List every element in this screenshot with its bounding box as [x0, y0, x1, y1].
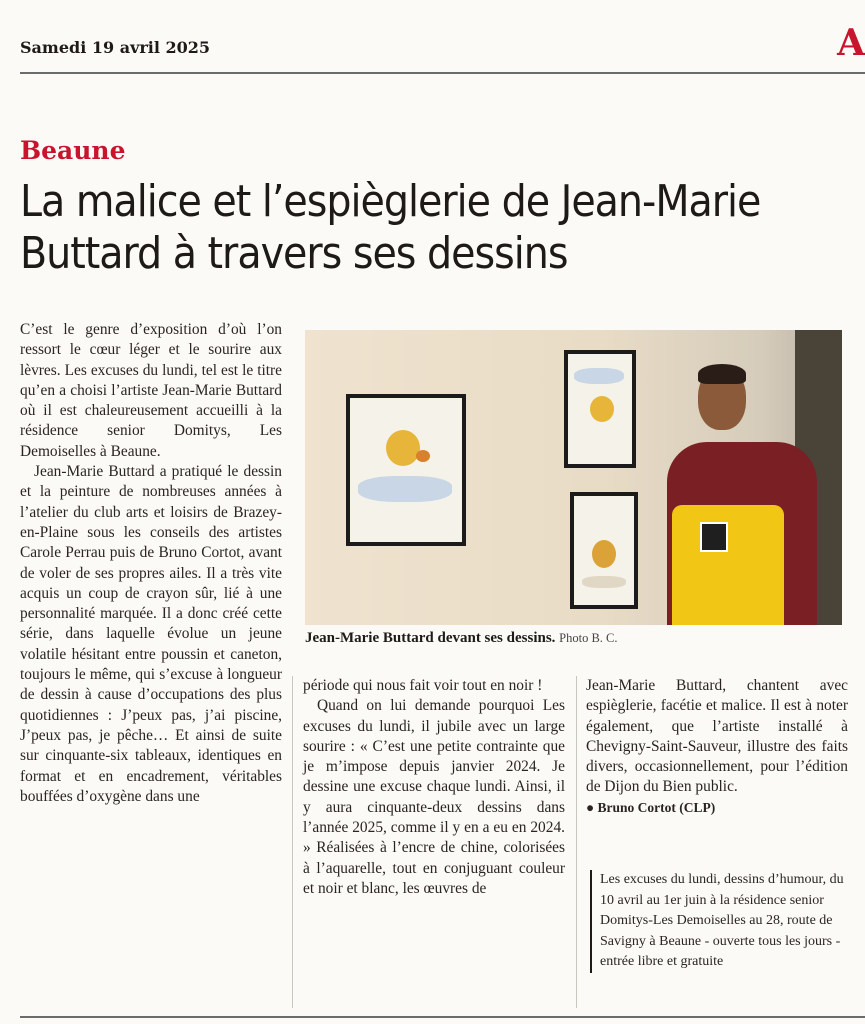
article-kicker: Beaune [20, 136, 126, 165]
article-paragraph: Jean-Marie Buttard a pratiqué le dessin et la peinture de nombreuses années à l’atelier du club arts et loisirs de Brazey-en-Plaine sous les conseils des artistes Carole Perrau puis de Bruno Cortot, avant de voler de ses propres ailes. Il a très vite acquis un coup de crayon sûr, lié à une personnalité marquée. Il a donc créé cette série, dans laquelle évolue un jeune volatile hésitant entre poussin et caneton, toujours le même, qui s’excuse à longueur de dessin à cause d’occupations des plus quotidiennes : J’peux pas, j’ai piscine, J’peux pas, je pêche… Et ainsi de suite sur cinquante-six tableaux, identiques en format et en encadrement, véritables bouffées d’oxygène dans une [20, 463, 282, 805]
masthead-letter: A [837, 22, 865, 64]
article-paragraph: Jean-Marie Buttard, chantent avec espièglerie, facétie et malice. Il est à noter également, que l’artiste installé à Chevigny-Saint-Sauveur, illustre des faits divers, occasionnellement, pour l’édition de Dijon du Bien public. [586, 677, 848, 796]
yellow-apron [672, 505, 784, 625]
article-column-3 [586, 676, 848, 818]
framed-drawing [346, 394, 466, 546]
photo-caption [305, 630, 618, 647]
apron-badge [700, 522, 728, 552]
article-column-2 [303, 676, 565, 899]
article-column-1 [20, 320, 282, 807]
footer-rule [20, 1016, 865, 1018]
framed-drawing [570, 492, 638, 609]
article-photo [305, 330, 842, 625]
framed-drawing [564, 350, 636, 468]
caption-text: Jean-Marie Buttard devant ses dessins. [305, 630, 556, 646]
photo-credit: Photo B. C. [559, 631, 618, 645]
dateline: Samedi 19 avril 2025 [20, 38, 211, 57]
article-headline: La malice et l’espièglerie de Jean-Marie Buttard à travers ses dessins [20, 176, 761, 279]
column-divider [292, 676, 293, 1008]
article-paragraph: période qui nous fait voir tout en noir ! [303, 677, 543, 694]
exhibition-infobox: Les excuses du lundi, dessins d’humour, du 10 avril au 1er juin à la résidence senior Domitys-Les Demoiselles au 28, route de Savigny à Beaune - ouverte tous les jours - entrée libre et gratuite [590, 870, 858, 973]
header-rule [20, 72, 865, 74]
article-paragraph: C’est le genre d’exposition d’où l’on ressort le cœur léger et le sourire aux lèvres. Les excuses du lundi, tel est le titre qu’en a choisi l’artiste Jean-Marie Buttard où il est chaleureusement accueilli à la résidence senior Domitys, Les Demoiselles à Beaune. [20, 321, 282, 460]
article-paragraph: Quand on lui demande pourquoi Les excuses du lundi, il jubile avec un large sourire : « C’est une petite contrainte que je m’impose depuis janvier 2024. Je dessine une excuse chaque lundi. Ainsi, il y aura cinquante-deux dessins dans l’année 2025, comme il y en a eu en 2024. » Réalisées à l’encre de chine, colorisées à l’aquarelle, tout en conjuguant couleur et noir et blanc, les œuvres de [303, 697, 565, 897]
author-signature: ● Bruno Cortot (CLP) [586, 799, 716, 815]
artist-hair [698, 364, 746, 384]
column-divider [576, 676, 577, 1008]
